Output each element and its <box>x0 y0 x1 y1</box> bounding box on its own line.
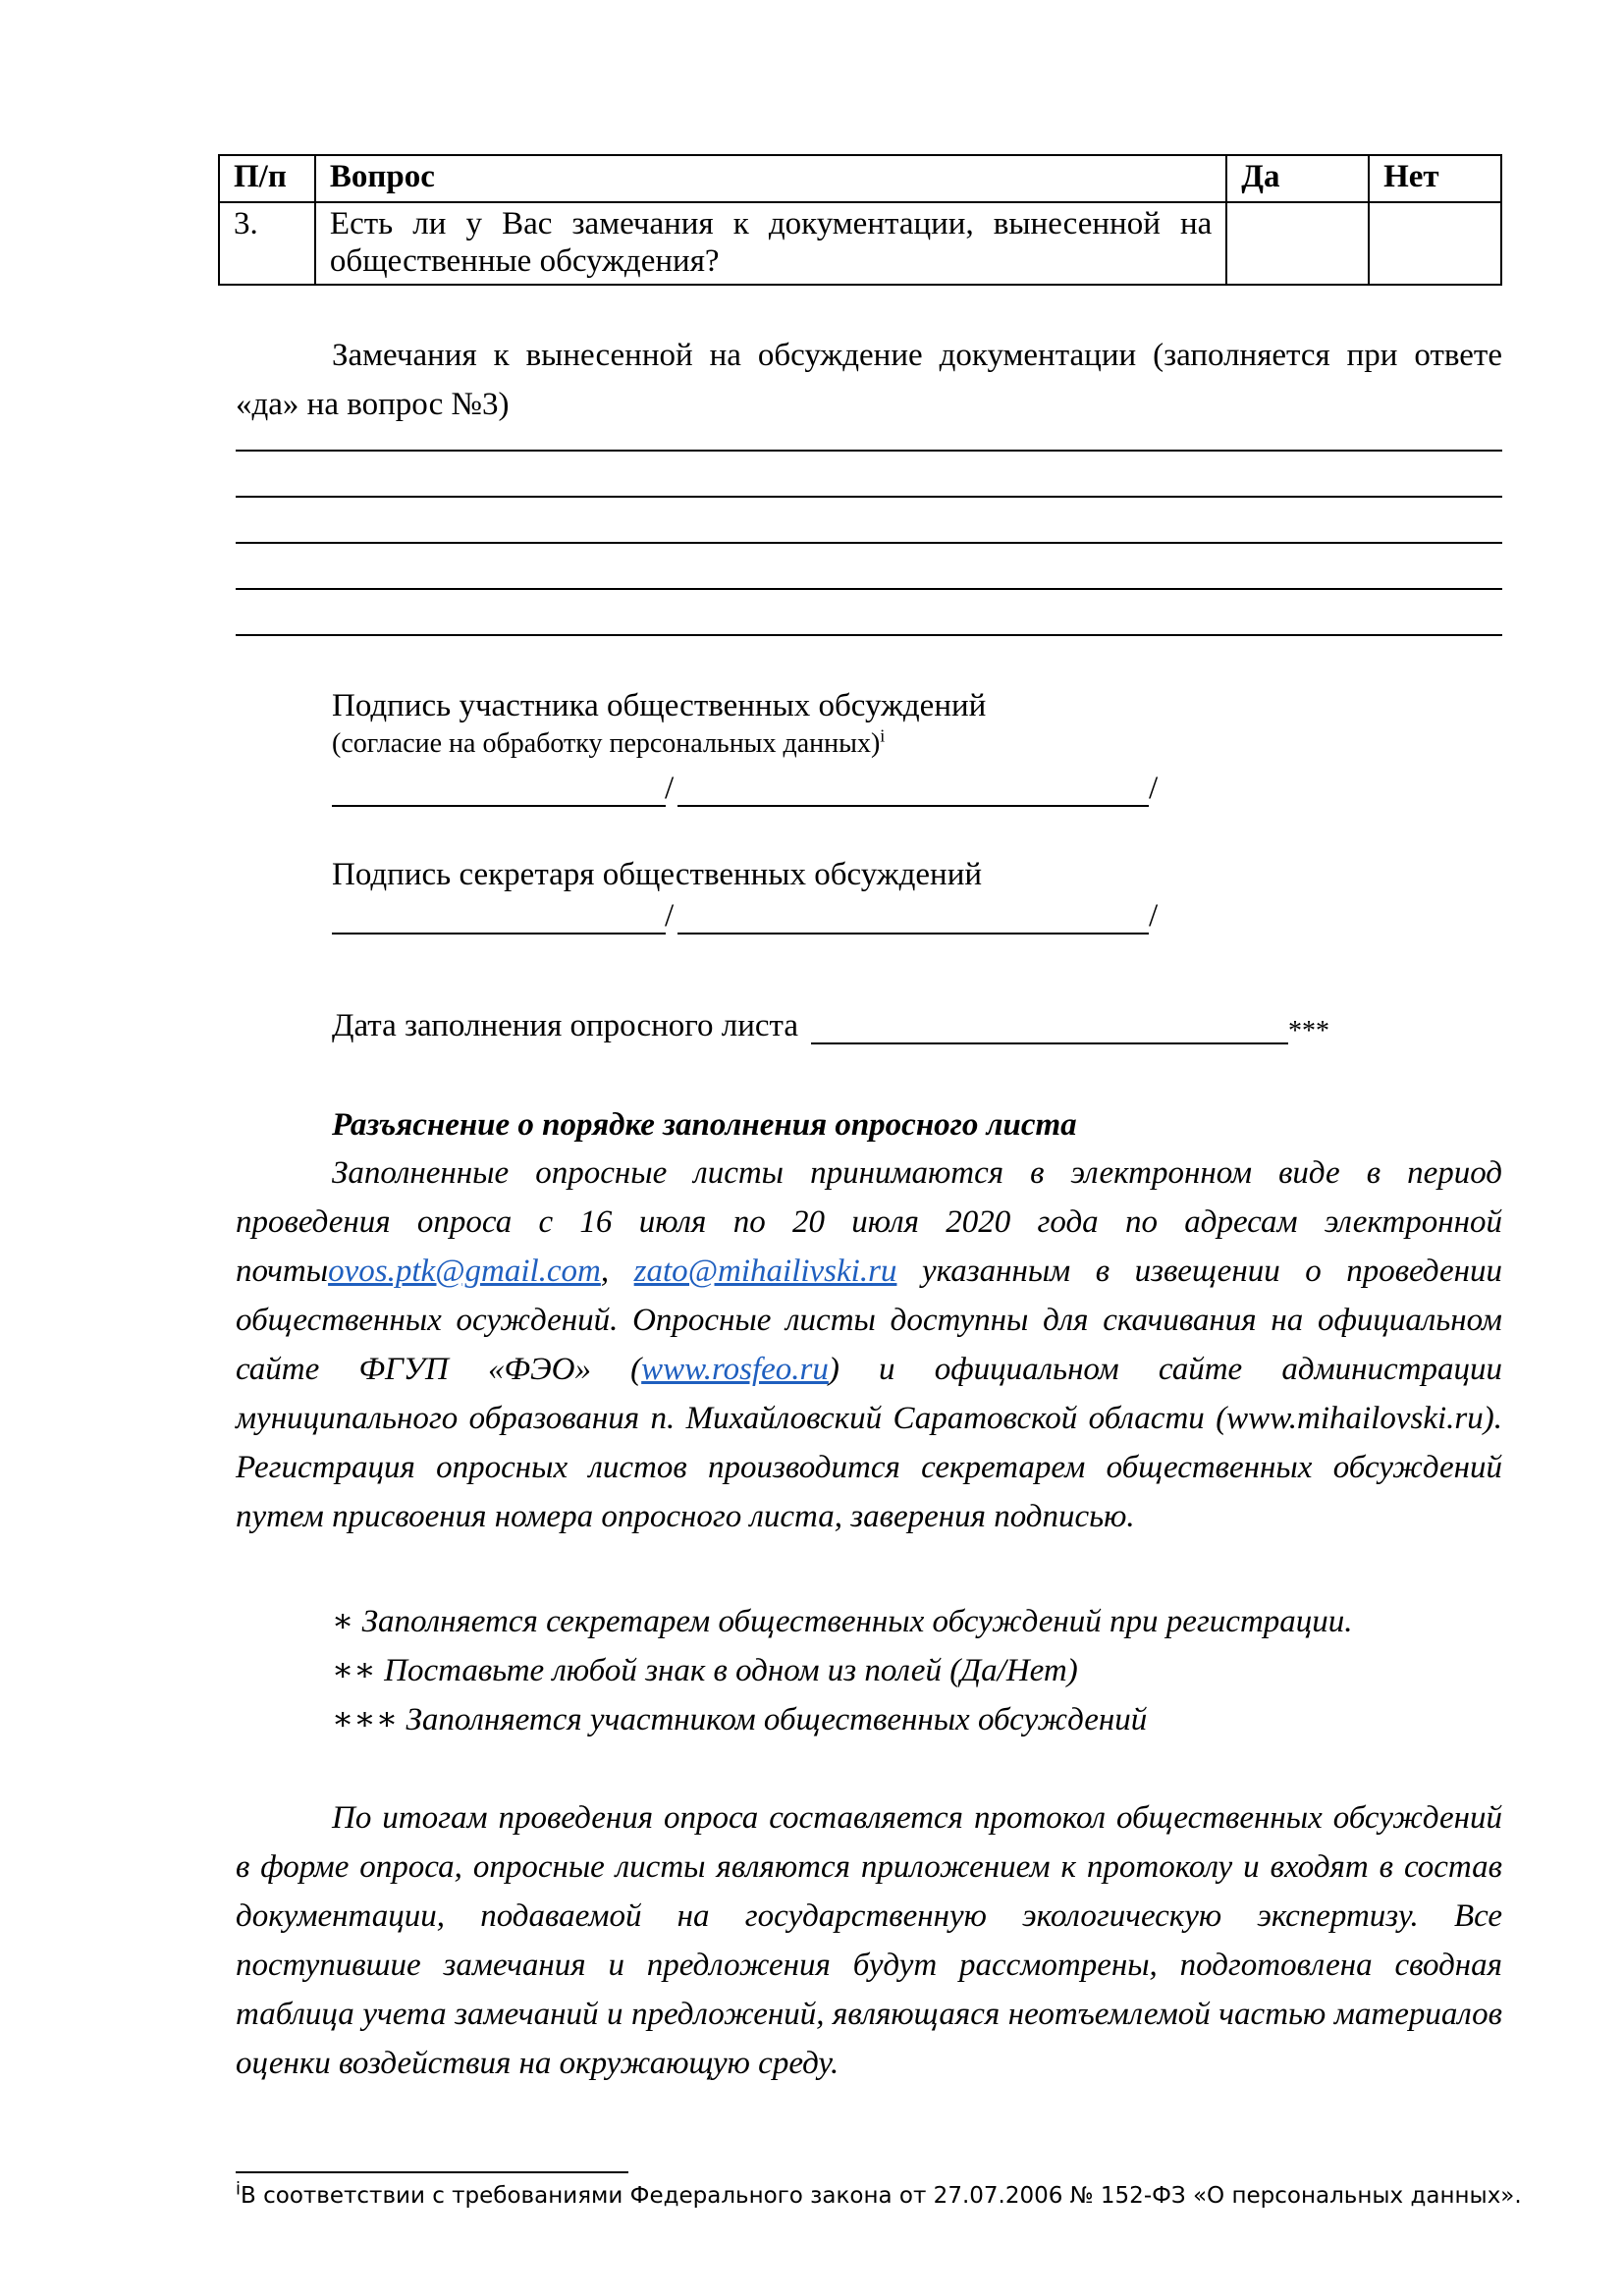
row-number: 3. <box>219 202 315 285</box>
email-link-zato[interactable]: zato@mihailivski.ru <box>633 1254 897 1289</box>
secretary-signature-label: Подпись секретаря общественных обсуждений <box>332 857 983 892</box>
yes-cell[interactable] <box>1226 202 1369 285</box>
explanation-text: ) и официальном сайте администрации муниципального образования п. Михайловский Саратовской области (www.mihailovski.ru). Регистрация опросных листов производится секретарем общественных обсуждений путем присвоения номера опросного листа, заверения подписью. <box>236 1352 1502 1534</box>
question-table <box>218 154 1502 286</box>
participant-consent-note <box>332 724 885 764</box>
note-item: ∗∗ Поставьте любой знак в одном из полей (Да/Нет) <box>332 1653 1078 1688</box>
footnote-mark: i <box>236 2178 242 2200</box>
consent-note-text: (согласие на обработку персональных данных) <box>332 728 881 759</box>
row-question: Есть ли у Вас замечания к документации, вынесенной на общественные обсуждения? <box>315 202 1226 285</box>
participant-name-line[interactable] <box>677 805 1149 807</box>
header-no: Нет <box>1369 155 1501 202</box>
footnote <box>236 2178 1522 2211</box>
remarks-line[interactable] <box>236 450 1502 452</box>
explanation-paragraph <box>236 1148 1502 1541</box>
explanation-text: указанным в извещении о проведении общественных осуждений. Опросные листы доступны для скачивания на официальном сайте ФГУП «ФЭО» ( <box>236 1254 1502 1387</box>
participant-signature-line[interactable] <box>332 805 666 807</box>
note-item: ∗∗∗ Заполняется участником общественных обсуждений <box>332 1702 1148 1737</box>
explanation-comma: , <box>600 1254 610 1289</box>
remarks-line[interactable] <box>236 496 1502 498</box>
footnote-text: В соответствии с требованиями Федерального закона от 27.07.2006 № 152-ФЗ «О персональных данных». <box>241 2183 1522 2209</box>
signature-separator: / <box>665 898 675 934</box>
date-line[interactable] <box>811 1042 1288 1044</box>
remarks-intro: Замечания к вынесенной на обсуждение документации (заполняется при ответе «да» на вопрос №3) <box>236 338 1502 422</box>
email-link-ovos[interactable]: ovos.ptk@gmail.com <box>328 1254 601 1289</box>
header-number: П/п <box>219 155 315 202</box>
table-header-row <box>219 155 1501 202</box>
explanation-text: Заполненные опросные листы принимаются в электронном виде в период проведения опроса с 16 июля по 20 июля 2020 года по адресам электронной почты <box>236 1155 1502 1289</box>
header-question: Вопрос <box>315 155 1226 202</box>
date-label: Дата заполнения опросного листа <box>332 1008 799 1043</box>
remarks-line[interactable] <box>236 542 1502 544</box>
secretary-signature-line[interactable] <box>332 933 666 934</box>
header-yes: Да <box>1226 155 1369 202</box>
remarks-line[interactable] <box>236 588 1502 590</box>
remarks-line[interactable] <box>236 634 1502 636</box>
note-item: ∗ Заполняется секретарем общественных обсуждений при регистрации. <box>332 1604 1353 1639</box>
conclusion-paragraph: По итогам проведения опроса составляется протокол общественных обсуждений в форме опроса, опросные листы являются приложением к протоколу и входят в состав документации, подаваемой на государственную экологическую экспертизу. Все поступившие замечания и предложения будут рассмотрены, подготовлена сводная таблица учета замечаний и предложений, являющаяся неотъемлемой частью материалов оценки воздействия на окружающую среду. <box>236 1800 1502 2081</box>
table-row <box>219 202 1501 285</box>
date-mark: *** <box>1288 1016 1329 1046</box>
signature-separator: / <box>1149 898 1159 934</box>
participant-signature-label: Подпись участника общественных обсуждений <box>332 688 987 723</box>
footnote-reference: i <box>880 725 886 746</box>
secretary-name-line[interactable] <box>677 933 1149 934</box>
signature-separator: / <box>665 771 675 806</box>
signature-separator: / <box>1149 771 1159 806</box>
footnote-divider <box>236 2171 628 2173</box>
site-link-rosfeo[interactable]: www.rosfeo.ru <box>641 1352 829 1387</box>
explanation-title: Разъяснение о порядке заполнения опросного листа <box>332 1107 1077 1143</box>
no-cell[interactable] <box>1369 202 1501 285</box>
